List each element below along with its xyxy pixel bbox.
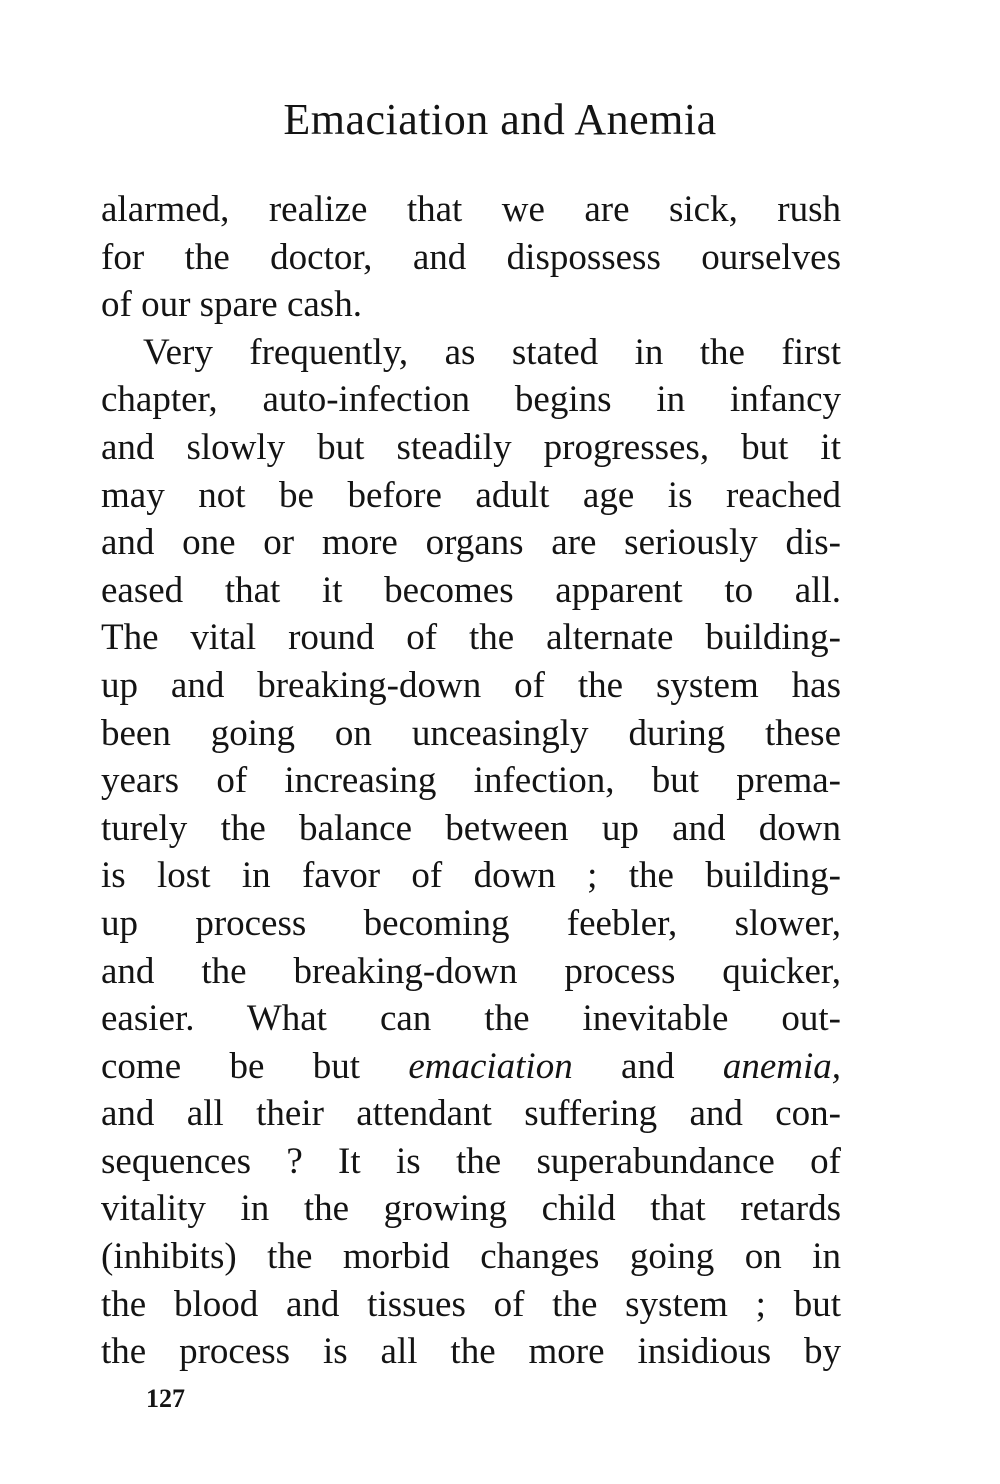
text-line: for the doctor, and dispossess ourselves [101,236,841,278]
text-line: up and breaking-down of the system has [101,664,841,706]
emphasis-emaciation: emaciation [408,1045,573,1087]
body-text [101,186,841,1376]
text-line: alarmed, realize that we are sick, rush [101,189,841,230]
page-number: 127 [146,1384,185,1413]
text-line: vitality in the growing child that retards [101,1188,841,1230]
text-line-with-emphasis [101,1043,841,1091]
text-line: is lost in favor of down ; the building- [101,855,841,897]
text-line: sequences ? It is the superabundance of [101,1140,841,1182]
text-line: turely the balance between up and down [101,807,841,849]
text-line: the blood and tissues of the system ; but [101,1283,841,1325]
text-line: (inhibits) the morbid changes going on in [101,1236,841,1278]
text-line: and the breaking-down process quicker, [101,950,841,992]
text-line: of our spare cash. [101,284,362,326]
emphasis-anemia: anemia, [722,1045,841,1087]
text-line: easier. What can the inevitable out- [101,998,841,1040]
text-line: and all their attendant suffering and con- [101,1093,841,1135]
text-fragment: come be but [101,1045,409,1087]
text-line: the process is all the more insidious by [101,1331,841,1373]
running-head-title: Emaciation and Anemia [283,95,717,144]
text-line: chapter, auto-infection begins in infancy [101,379,841,421]
text-line: The vital round of the alternate building- [101,617,841,659]
text-line: up process becoming feebler, slower, [101,902,841,944]
text-line: and one or more organs are seriously dis- [101,522,841,564]
text-line: and slowly but steadily progresses, but it [101,426,841,468]
paragraph-first-line: Very frequently, as stated in the first [143,331,841,373]
text-line: may not be before adult age is reached [101,474,841,516]
text-line: eased that it becomes apparent to all. [101,569,841,611]
text-line: years of increasing infection, but prema- [101,760,841,802]
text-fragment: and [572,1045,723,1087]
text-line: been going on unceasingly during these [101,712,841,754]
